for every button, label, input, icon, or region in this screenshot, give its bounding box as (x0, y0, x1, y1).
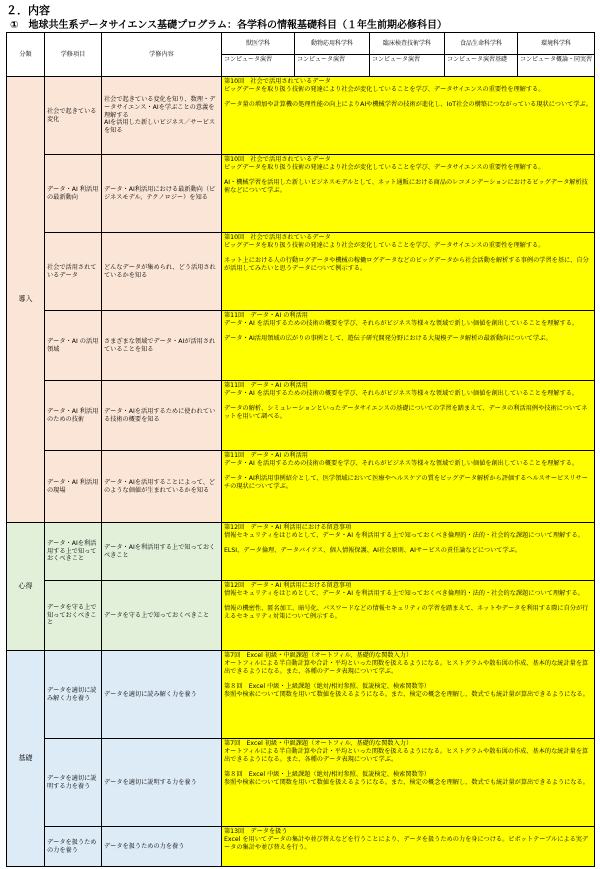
row-item: データを適切に説明する力を養う (45, 739, 102, 827)
header-dept-clinical: 臨床検査技術学科 (370, 33, 445, 55)
category-base: 基礎 (7, 651, 45, 867)
desc-detail: 第８回 Excel 中級・上級課題（絶対/相対参照、仮説検定、検索関数等） 参照や検索について関数を用いて数値を扱えるようになる。また、検定の概念を理解し、数式でも統計量が算出できるようになる。 (224, 682, 589, 698)
row-content: データを適切に読み解く力を養う (102, 651, 222, 739)
header-dept-animal: 動物応用科学科 (295, 33, 370, 55)
desc-detail: 情報の機密性、匿名加工、暗号化、パスワードなどの情報セキュリティの学習を踏まえて、ネットやデータを利用する際に自分が行えるセキュリティ対策について例示する。 (224, 604, 589, 620)
row-description (222, 581, 595, 651)
row-description (222, 739, 595, 827)
header-dept-food: 食品生命科学科 (445, 33, 518, 55)
row-description (222, 77, 595, 155)
row-item: データ・AI 利活用のための技術 (45, 381, 102, 451)
category-mind: 心得 (7, 523, 45, 651)
row-content: データを扱うための力を養う (102, 827, 222, 867)
row-item: データ・AIを利活用する上で知っておくべきこと (45, 523, 102, 581)
curriculum-table (6, 32, 595, 867)
header-dept-vet: 獣医学科 (222, 33, 295, 55)
desc-detail: データ・AI利活用事例紹介として、医学領域において医療やヘルスケアの質をビッグデータ解析から評価するヘルスサービスリサーチの現状について学ぶ。 (224, 474, 588, 490)
desc-detail: データ量の増加や計算機の処理性能の向上によりAIや機械学習の技術が進化し、IoT社会の構築につながっている現状について学ぶ。 (224, 100, 593, 108)
section-heading: ２．内容 (6, 4, 50, 17)
row-description (222, 523, 595, 581)
row-item: データ・AI 利活用の現場 (45, 451, 102, 523)
desc-main: 第11回 データ・AI の利活用 データ・AI を活用するための技術の概要を学び、それらがビジネス等様々な領域で新しい価値を創出していることを理解する。 (224, 312, 579, 327)
row-item: データ・AI 利活用の最新動向 (45, 155, 102, 233)
desc-main: 第7回 Excel 初級・中級課題（オートフィル、基礎的な関数入力） オートフィルによる半自動計算や合計・平均といった関数を扱えるようになる。ヒストグラムや散布図の作成、基本的な統計量を算出できるようになる。また、各種のデータ表現について学ぶ。 (224, 740, 589, 763)
row-content: データ・AIを活用するために使われている技術の概要を知る (102, 381, 222, 451)
row-content: 社会で起きている変化を知り、数理・データサイエンス・AIを学ぶことの意義を理解する AIを活用した新しいビジネス／サービスを知る (102, 77, 222, 155)
desc-main: 第10回 社会で活用されているデータ ビッグデータを取り扱う技術の発達により社会が変化していることを学び、データサイエンスの重要性を理解する。 (224, 156, 545, 171)
desc-detail: データ・AI活用領域の広がりの事例として、遊伝子研究開発分野における大規模データ解析の最新動向について学ぶ。 (224, 334, 552, 342)
row-description (222, 381, 595, 451)
desc-detail: データの解析、シミュレーションといったデータサイエンスの基礎についての学習を踏まえて、データの利活用例や技術についてネットを用いて調べる。 (224, 404, 588, 420)
row-description (222, 233, 595, 311)
subject-animal: コンピュータ演習 (295, 55, 370, 77)
row-content: データを守る上で知っておくべきこと (102, 581, 222, 651)
desc-main: 第11回 データ・AI の利活用 データ・AI を活用するための技術の概要を学び、それらがビジネス等様々な領域で新しい価値を創出していることを理解する。 (224, 382, 579, 397)
header-dept-env: 環境科学科 (518, 33, 595, 55)
row-description (222, 451, 595, 523)
row-item: 社会で活用されているデータ (45, 233, 102, 311)
desc-main: 第11回 データ・AI の利活用 データ・AI を活用するための技術の概要を学び、それらがビジネス等様々な領域で新しい価値を創出していることを理解する。 (224, 452, 579, 467)
subject-vet: コンピュータ演習 (222, 55, 295, 77)
desc-main: 第13回 データを扱う Excel を用いてデータの集計や並び替えなどを行うことにより、データを扱うための力を身につける。ピボットテーブルによる実データの集計や並び替えを行う。 (224, 828, 589, 851)
subject-env: コンピュータ概論・同実習 (518, 55, 595, 77)
desc-detail: ネット上における人の行動ログデータや機械の稼働ログデータなどのビッグデータから社会活動を解析する事例の学習を基に、自分が活用してみたいと思うデータについて例示する。 (224, 256, 589, 272)
desc-main: 第12回 データ・AI 利活用における留意事項 情報セキュリティをはじめとして、データ・AI を利活用する上で知っておくべき倫理的・法的・社会的な課題について理解する。 (224, 524, 584, 539)
row-content: データを適切に説明する力を養う (102, 739, 222, 827)
row-item: データを守る上で知っておくべきこと (45, 581, 102, 651)
desc-main: 第10回 社会で活用されているデータ ビッグデータを取り扱う技術の発達により社会が変化していることを学び、データサイエンスの重要性を理解する。 (224, 78, 545, 93)
desc-detail: AI・機械学習を活用した新しいビジネスモデルとして、ネット通販における商品のレコメンデーションにおけるビッグデータ解析技術などについて学ぶ。 (224, 178, 588, 194)
row-item: データを扱うための力を養う (45, 827, 102, 867)
row-description (222, 311, 595, 381)
row-content: データ・AI利活用における最新動向（ビジネスモデル、テクノロジー）を知る (102, 155, 222, 233)
desc-detail: ELSI、データ倫理、データバイアス、個人情報保護、AI社会原則、AIサービスの責任論などについて学ぶ。 (224, 546, 522, 554)
program-title: ① 地球共生系データサイエンス基礎プログラム：各学科の情報基礎科目（１年生前期必修科目） (10, 20, 447, 31)
subject-clinical: コンピュータ演習 (370, 55, 445, 77)
subject-food: コンピュータ演習基礎 (445, 55, 518, 77)
desc-main: 第10回 社会で活用されているデータ ビッグデータを取り扱う技術の発達により社会が変化していることを学び、データサイエンスの重要性を理解する。 (224, 234, 545, 249)
category-intro: 導入 (7, 77, 45, 523)
row-content: さまざまな領域でデータ・AIが活用されていることを知る (102, 311, 222, 381)
desc-main: 第12回 データ・AI 利活用における留意事項 情報セキュリティをはじめとして、データ・AI を利活用する上で知っておくべき倫理的・法的・社会的な課題について理解する。 (224, 582, 584, 597)
row-content: どんなデータが集められ、どう活用されているかを知る (102, 233, 222, 311)
header-item: 学修項目 (45, 33, 102, 77)
row-content: データ・AIを利活用する上で知っておくべきこと (102, 523, 222, 581)
header-category: 分類 (7, 33, 45, 77)
desc-detail: 第８回 Excel 中級・上級課題（絶対/相対参照、仮説検定、検索関数等） 参照や検索について関数を用いて数値を扱えるようになる。また、検定の概念を理解し、数式でも統計量が算出できるようになる。 (224, 770, 589, 786)
row-item: 社会で起きている変化 (45, 77, 102, 155)
row-description (222, 155, 595, 233)
desc-main: 第7回 Excel 初級・中級課題（オートフィル、基礎的な関数入力） オートフィルによる半自動計算や合計・平均といった関数を扱えるようになる。ヒストグラムや散布図の作成、基本的な統計量を算出できるようになる。また、各種のデータ表現について学ぶ。 (224, 652, 589, 675)
row-item: データを適切に読み解く力を養う (45, 651, 102, 739)
header-content: 学修内容 (102, 33, 222, 77)
row-description (222, 827, 595, 867)
row-description (222, 651, 595, 739)
row-item: データ・AI の活用領域 (45, 311, 102, 381)
row-content: データ・AIを活用することによって、どのような価値が生まれているかを知る (102, 451, 222, 523)
